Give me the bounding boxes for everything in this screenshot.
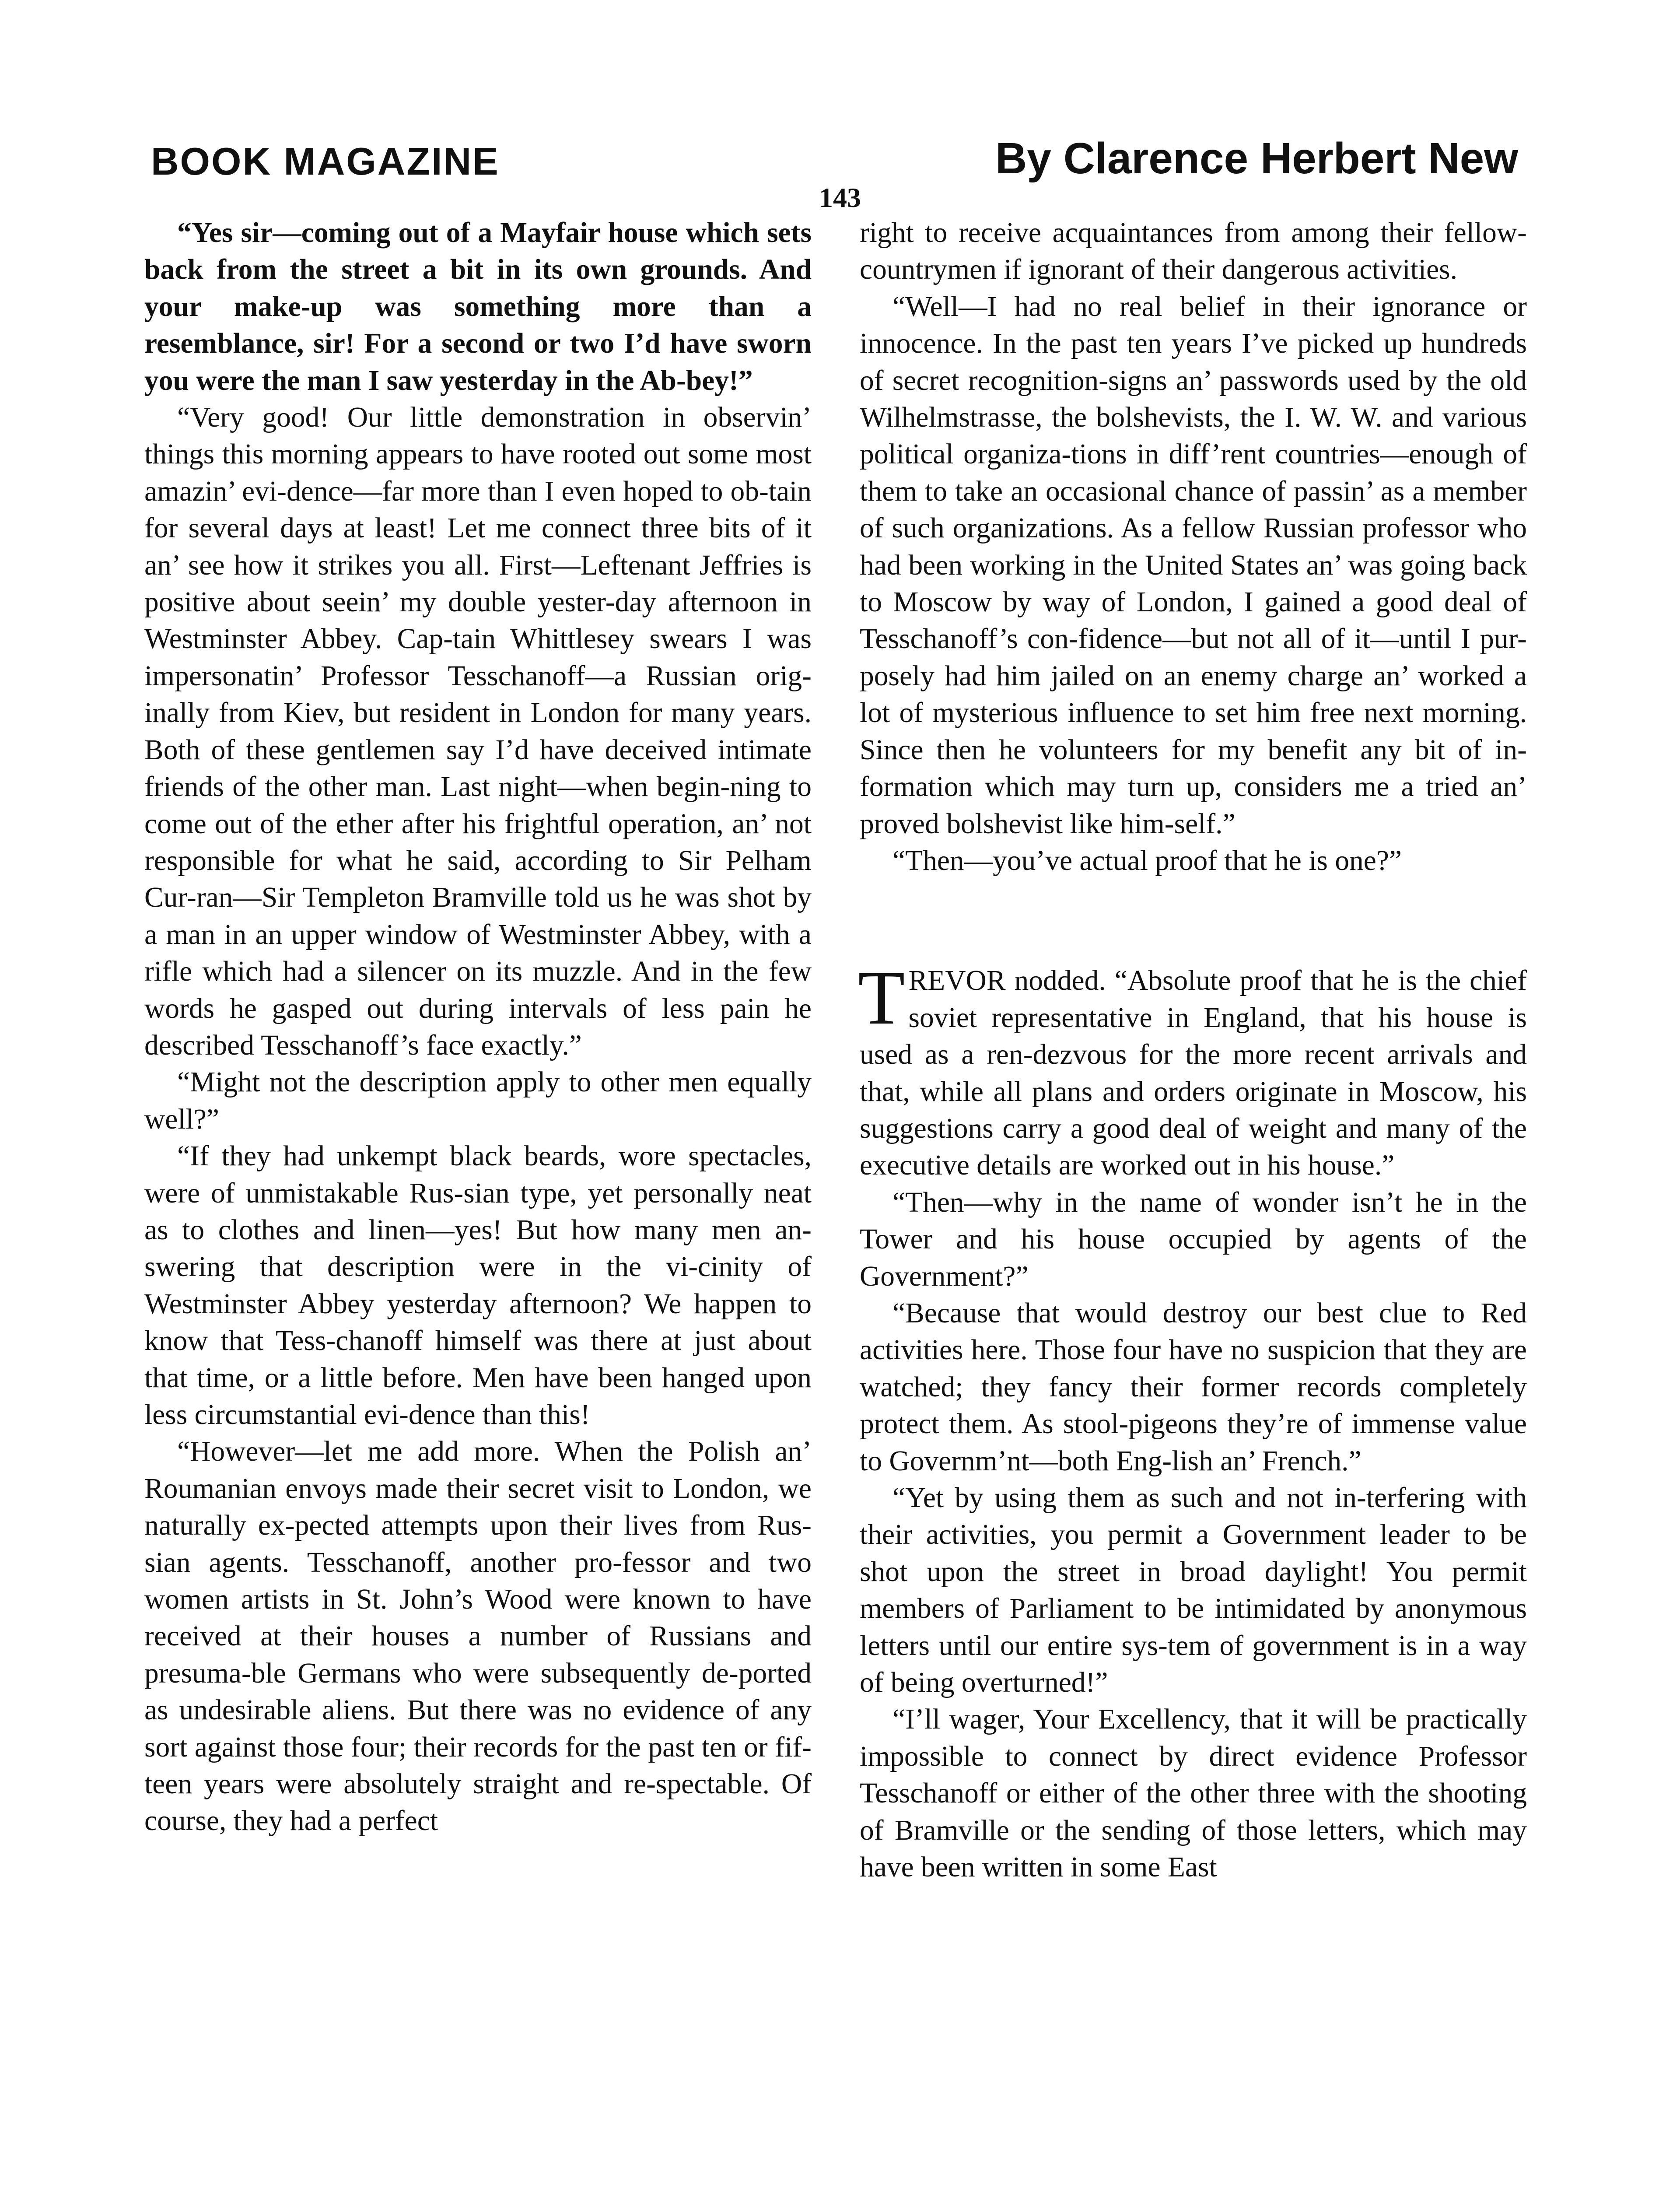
paragraph: “Well—I had no real belief in their ignorance or innocence. In the past ten years I’ve picked up hundreds of secret recognition-signs an’ passwords used by the old Wilhelmstrasse, the bolshevists, the I. W. W. and various political organiza-tions in diff’rent countries—enough of them to take an occasional chance of passin’ as a member of such organizations. As a fellow Russian professor who had been working in the United States an’ was going back to Moscow by way of London, I gained a good deal of Tesschanoff’s con-fidence—but not all of it—until I pur-posely had him jailed on an enemy charge an’ worked a lot of mysterious influence to set him free next morning. Since then he volunteers for my benefit any bit of in-formation which may turn up, considers me a tried an’ proved bolshevist like him-self.” [860,291,1527,840]
running-header [151,123,1518,184]
right-column [860,214,1527,1886]
magazine-title: BOOK MAGAZINE [151,140,500,183]
author-byline: By Clarence Herbert New [995,134,1518,183]
paragraph: “Very good! Our little demonstration in observin’ things this morning appears to have rooted out some most amazin’ evi-dence—far more than I even hoped to ob-tain for several days at least! Let me connect three bits of it an’ see how it strikes you all. First—Leftenant Jeffries is positive about seein’ my double yester-day afternoon in Westminster Abbey. Cap-tain Whittlesey swears I was impersonatin’ Professor Tesschanoff—a Russian orig-inally from Kiev, but resident in London for many years. Both of these gentlemen say I’d have deceived intimate friends of the other man. Last night—when begin-ning to come out of the ether after his frightful operation, an’ not responsible for what he said, according to Sir Pelham Cur-ran—Sir Templeton Bramville told us he was shot by a man in an upper window of Westminster Abbey, with a rifle which had a silencer on its muzzle. And in the few words he gasped out during intervals of less pain he described Tesschanoff’s face exactly.” [144,402,812,1061]
left-column [144,214,812,1840]
paragraph: “Because that would destroy our best clue to Red activities here. Those four have no suspicion that they are watched; they fancy their former records completely protect them. As stool-pigeons they’re of immense value to Governm’nt—both Eng-lish an’ French.” [860,1297,1527,1477]
paragraph: “However—let me add more. When the Polish an’ Roumanian envoys made their secret visit to London, we naturally ex-pected attempts upon their lives from Rus-sian agents. Tesschanoff, another pro-fessor and two women artists in St. John’s Wood were known to have received at their houses a number of Russians and presuma-ble Germans who were subsequently de-ported as undesirable aliens. But there was no evidence of any sort against those four; their records for the past ten or fif-teen years were absolutely straight and re-spectable. Of course, they had a perfect [144,1436,812,1837]
drop-cap-paragraph-text: REVOR nodded. “Absolute proof that he is the chief soviet representative in England, that his house is used as a ren-dezvous for the more recent arrivals and that, while all plans and orders originate in Moscow, his suggestions carry a good deal of weight and many of the executive details are worked out in his house.” [860,965,1527,1182]
drop-cap: T [858,955,905,1041]
paragraph: “If they had unkempt black beards, wore spectacles, were of unmistakable Rus-sian type, yet personally neat as to clothes and linen—yes! But how many men an-swering that description were in the vi-cinity of Westminster Abbey yesterday afternoon? We happen to know that Tess-chanoff himself was there at just about that time, or a little before. Men have been hanged upon less circumstantial evi-dence than this! [144,1140,812,1431]
paragraph: “Yet by using them as such and not in-terfering with their activities, you permit a Government leader to be shot upon the street in broad daylight! You permit members of Parliament to be intimidated by anonymous letters until our entire sys-tem of government is in a way of being overturned!” [860,1482,1527,1699]
paragraph-continuation: right to receive acquaintances from among their fellow-countrymen if ignorant of their dangerous activities. [860,217,1527,286]
paragraph: “Might not the description apply to other men equally well?” [144,1066,812,1135]
section-break [860,879,1527,962]
drop-cap-paragraph [858,955,1527,1184]
paragraph: “Yes sir—coming out of a Mayfair house which sets back from the street a bit in its own grounds. And your make-up was something more than a resemblance, sir! For a second or two I’d have sworn you were the man I saw yesterday in the Ab-bey!” [144,217,812,396]
page-number: 143 [819,182,861,213]
paragraph: “Then—why in the name of wonder isn’t he in the Tower and his house occupied by agents of the Government?” [860,1186,1527,1292]
paragraph: “I’ll wager, Your Excellency, that it will be practically impossible to connect by direct evidence Professor Tesschanoff or either of the other three with the shooting of Bramville or the sending of those letters, which may have been written in some East [860,1704,1527,1883]
paragraph: “Then—you’ve actual proof that he is one?” [892,845,1402,877]
